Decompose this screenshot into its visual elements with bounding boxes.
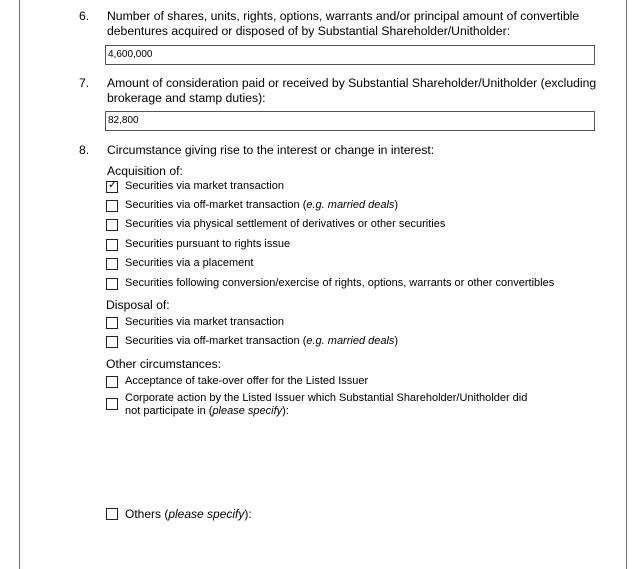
acq-off-market-checkbox[interactable] [106, 200, 118, 212]
acq-conversion-checkbox[interactable] [106, 278, 118, 290]
other-corporate-action-checkbox[interactable] [106, 398, 118, 410]
other-corporate-action-row[interactable] [106, 392, 545, 418]
other-corporate-action-label: Corporate action by the Listed Issuer which Substantial Shareholder/Unitholder did not participate in (please specify): [125, 392, 528, 417]
acq-rights-issue-row[interactable] [106, 238, 555, 251]
disp-market-transaction-checkbox[interactable] [106, 317, 118, 329]
disp-off-market-checkbox[interactable] [106, 336, 118, 348]
other-takeover-checkbox[interactable] [106, 376, 118, 388]
acq-physical-settlement-row[interactable] [106, 218, 555, 231]
acq-rights-issue-checkbox[interactable] [106, 239, 118, 251]
q6-answer-field[interactable]: 4,600,000 [105, 45, 595, 65]
acq-off-market-row[interactable] [106, 199, 555, 212]
q6-number: 6. [79, 9, 90, 23]
acquisition-heading: Acquisition of: [107, 164, 183, 178]
acq-placement-row[interactable] [106, 257, 555, 270]
other-takeover-label: Acceptance of take-over offer for the Listed Issuer [125, 375, 369, 387]
acq-placement-checkbox[interactable] [106, 258, 118, 270]
other-others-label: Others (please specify): [125, 507, 252, 521]
page-border-left [19, 0, 20, 569]
acq-conversion-label: Securities following conversion/exercise of rights, options, warrants or other convertibles [125, 277, 555, 289]
acq-conversion-row[interactable] [106, 277, 555, 290]
acq-market-transaction-row[interactable] [106, 180, 555, 193]
disp-market-transaction-label: Securities via market transaction [125, 316, 284, 328]
disp-off-market-label: Securities via off-market transaction (e.g. married deals) [125, 335, 399, 347]
q7-answer-field[interactable]: 82,800 [105, 111, 595, 131]
acq-off-market-label: Securities via off-market transaction (e.g. married deals) [125, 199, 399, 211]
q7-text: Amount of consideration paid or received by Substantial Shareholder/Unitholder (excluding brokerage and stamp duties): [107, 76, 597, 105]
q7-number: 7. [79, 76, 90, 90]
other-others-checkbox[interactable] [106, 508, 118, 520]
acq-rights-issue-label: Securities pursuant to rights issue [125, 238, 291, 250]
acq-physical-settlement-label: Securities via physical settlement of derivatives or other securities [125, 218, 446, 230]
page-border-right [626, 0, 627, 569]
q8-text: Circumstance giving rise to the interest or change in interest: [107, 143, 435, 157]
acq-physical-settlement-checkbox[interactable] [106, 219, 118, 231]
acq-placement-label: Securities via a placement [125, 257, 254, 269]
other-circumstances-heading: Other circumstances: [106, 357, 222, 371]
disp-off-market-row[interactable] [106, 335, 555, 348]
other-takeover-row[interactable] [106, 375, 555, 388]
other-others-row[interactable] [106, 507, 555, 521]
disp-market-transaction-row[interactable] [106, 316, 555, 329]
q6-text: Number of shares, units, rights, options, warrants and/or principal amount of convertible debentures acquired or disposed of by Substantial Shareholder/Unitholder: [107, 9, 580, 38]
acq-market-transaction-checkbox[interactable] [106, 181, 118, 193]
q8-number: 8. [79, 143, 90, 157]
acq-market-transaction-label: Securities via market transaction [125, 180, 284, 192]
disposal-heading: Disposal of: [106, 298, 170, 312]
check-icon: ✓ [108, 179, 118, 191]
